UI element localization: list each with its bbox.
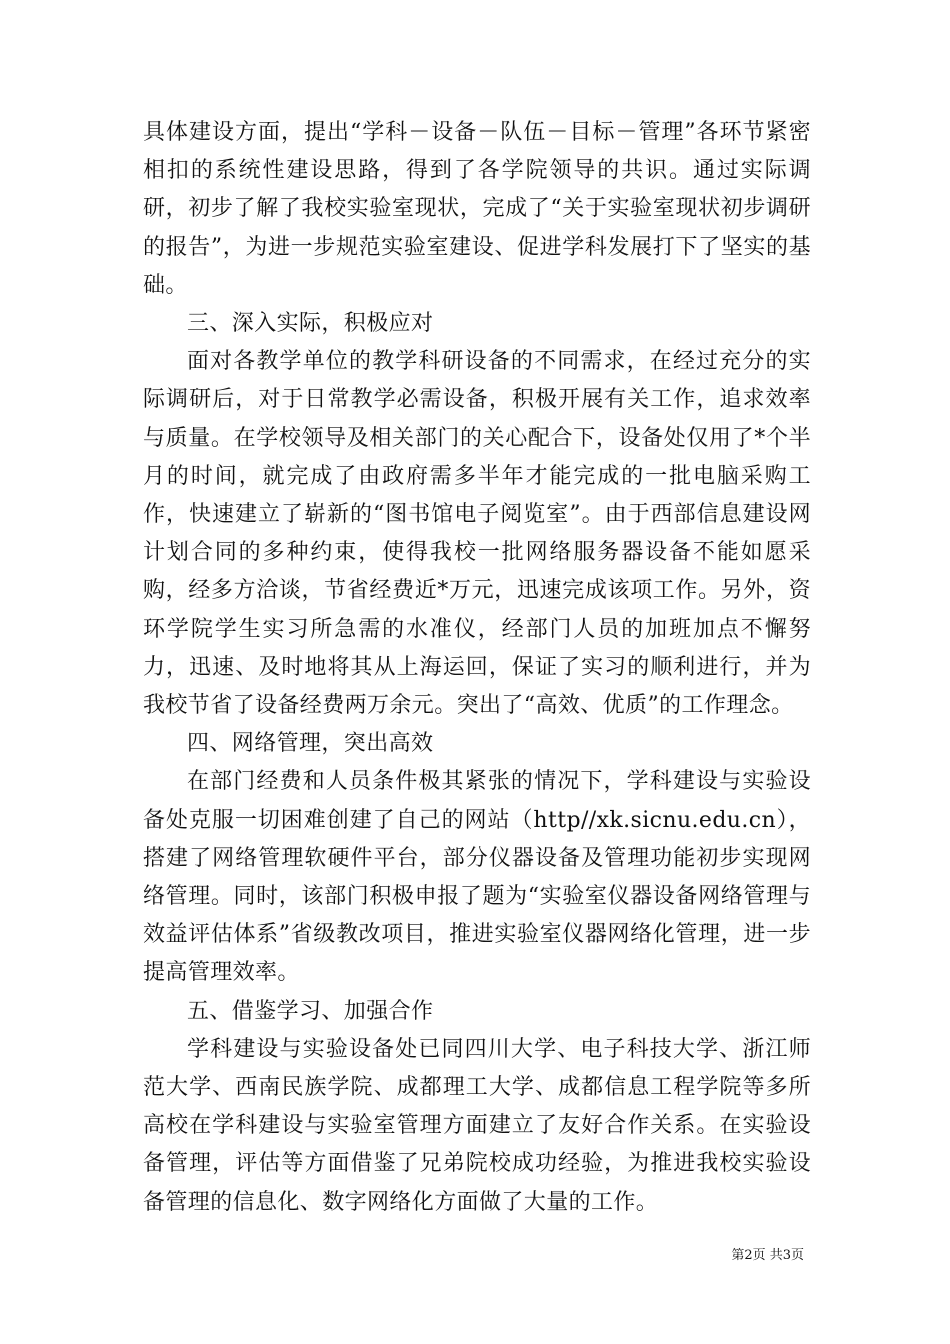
paragraph-4: 学科建设与实验设备处已同四川大学、电子科技大学、浙江师范大学、西南民族学院、成都理工大学、成都信息工程学院等多所高校在学科建设与实验室管理方面建立了友好合作关系。在实验设备管理，评估等方面借鉴了兄弟院校成功经验，为推进我校实验设备管理的信息化、数字网络化方面做了大量的工作。 <box>143 1036 811 1215</box>
section-heading-5: 五、借鉴学习、加强合作 <box>187 998 434 1024</box>
page-number: 第2页 共3页 <box>731 1248 804 1263</box>
paragraph-2: 面对各教学单位的教学科研设备的不同需求，在经过充分的实际调研后，对于日常教学必需设备，积极开展有关工作，追求效率与质量。在学校领导及相关部门的关心配合下，设备处仅用了*个半月的时间，就完成了由政府需多半年才能完成的一批电脑采购工作，快速建立了崭新的“图书馆电子阅览室”。由于西部信息建设网计划合同的多种约束，使得我校一批网络服务器设备不能如愿采购，经多方洽谈，节省经费近*万元，迅速完成该项工作。另外，资环学院学生实习所急需的水准仪，经部门人员的加班加点不懈努力，迅速、及时地将其从上海运回，保证了实习的顺利进行，并为我校节省了设备经费两万余元。突出了“高效、优质”的工作理念。 <box>143 349 811 719</box>
paragraph-3: 在部门经费和人员条件极其紧张的情况下，学科建设与实验设备处克服一切困难创建了自己的网站（http//xk.sicnu.edu.cn），搭建了网络管理软硬件平台，部分仪器设备及管理功能初步实现网络管理。同时，该部门积极申报了题为“实验室仪器设备网络管理与效益评估体系”省级教改项目，推进实验室仪器网络化管理，进一步提高管理效率。 <box>143 769 811 986</box>
paragraph-1: 具体建设方面，提出“学科－设备－队伍－目标－管理”各环节紧密相扣的系统性建设思路，得到了各学院领导的共识。通过实际调研，初步了解了我校实验室现状，完成了“关于实验室现状初步调研的报告”，为进一步规范实验室建设、促进学科发展打下了坚实的基础。 <box>143 120 811 298</box>
document-body <box>143 114 811 1222</box>
section-heading-3: 三、深入实际，积极应对 <box>187 311 434 337</box>
section-heading-4: 四、网络管理，突出高效 <box>187 731 434 757</box>
